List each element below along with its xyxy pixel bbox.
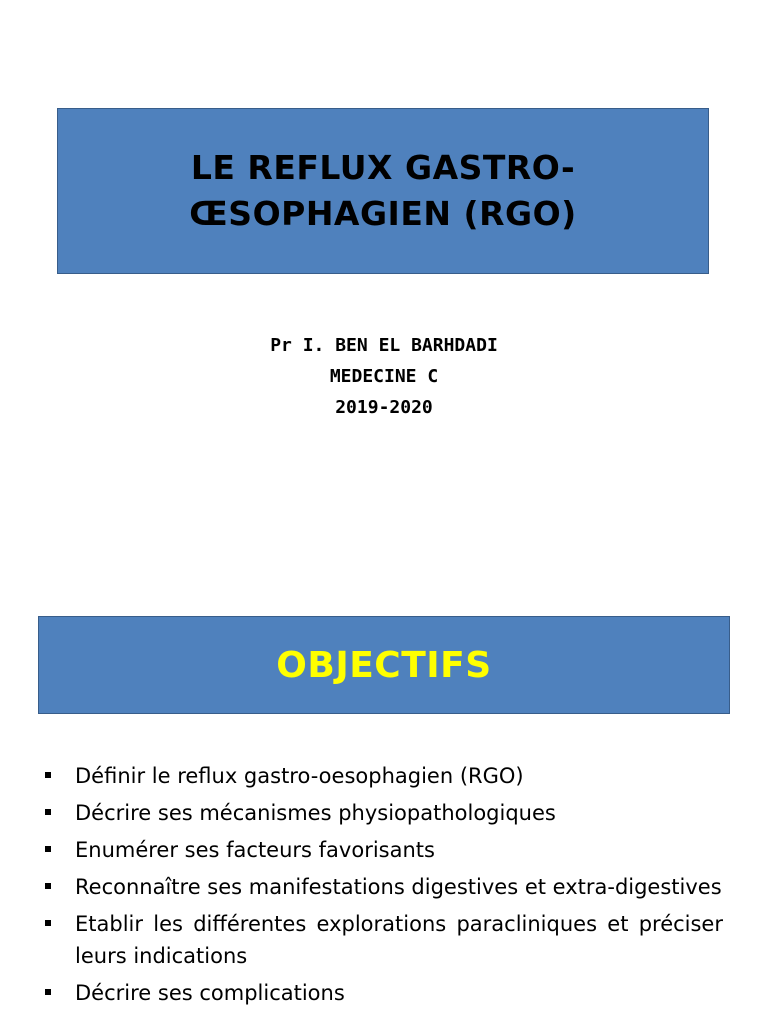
list-item-text: Décrire ses mécanismes physiopathologiques	[75, 801, 556, 825]
square-bullet-icon	[45, 772, 51, 778]
square-bullet-icon	[45, 920, 51, 926]
square-bullet-icon	[45, 846, 51, 852]
author-block	[0, 330, 768, 423]
list-item-text: Décrire ses complications	[75, 981, 345, 1005]
square-bullet-icon	[45, 883, 51, 889]
list-item	[45, 871, 723, 903]
list-item-text: Définir le reflux gastro-oesophagien (RGO)	[75, 764, 524, 788]
author-name: Pr I. BEN EL BARHDADI	[270, 335, 498, 356]
list-item-text: Etablir les différentes explorations paracliniques et préciser leurs indications	[75, 912, 723, 968]
list-item	[45, 797, 723, 829]
title-banner	[57, 108, 709, 274]
square-bullet-icon	[45, 809, 51, 815]
faculty-name: MEDECINE C	[329, 366, 439, 387]
title-line-1: LE REFLUX GASTRO-	[190, 148, 576, 187]
list-item	[45, 834, 723, 866]
title-line-2: ŒSOPHAGIEN (RGO)	[189, 194, 577, 233]
objectives-list	[45, 760, 723, 1014]
square-bullet-icon	[45, 989, 51, 995]
list-item-text: Enumérer ses facteurs favorisants	[75, 838, 435, 862]
list-item	[45, 760, 723, 792]
objectives-title: OBJECTIFS	[276, 644, 492, 686]
academic-year: 2019-2020	[335, 397, 433, 418]
list-item	[45, 977, 723, 1009]
list-item-text: Reconnaître ses manifestations digestives et extra-digestives	[75, 875, 722, 899]
slide-objectives	[0, 512, 768, 1024]
list-item	[45, 908, 723, 972]
objectives-banner	[38, 616, 730, 714]
